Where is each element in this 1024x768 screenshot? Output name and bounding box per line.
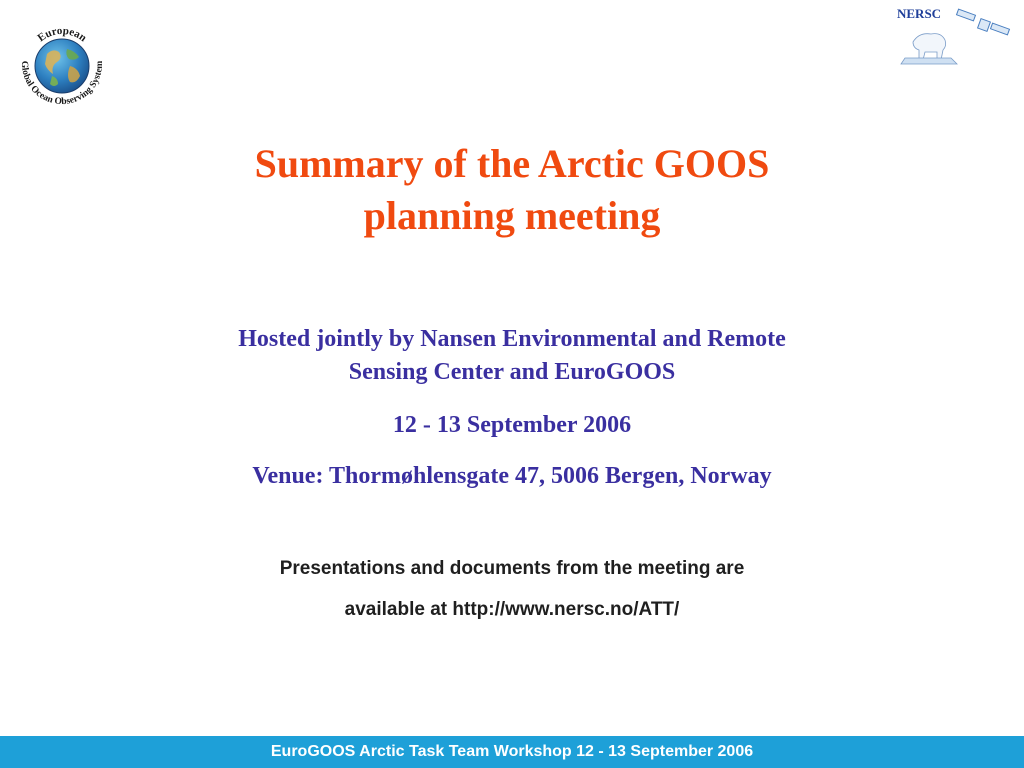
meeting-dates: 12 - 13 September 2006 — [392, 412, 632, 438]
slide-title-line-2: planning meeting — [363, 193, 661, 238]
satellite-icon — [957, 9, 1010, 35]
hosted-text-line-1: Hosted jointly by Nansen Environmental and Remote — [238, 326, 786, 352]
eurogoos-logo-bottom-text: Global Ocean Observing System — [18, 60, 106, 108]
hosted-text-line-2: Sensing Center and EuroGOOS — [348, 359, 676, 385]
nersc-logo — [893, 2, 1013, 68]
meeting-venue: Venue: Thormøhlensgate 47, 5006 Bergen, Norway — [252, 463, 772, 489]
slide-title — [112, 138, 912, 242]
presentations-note-line-2: available at http://www.nersc.no/ATT/ — [344, 599, 680, 620]
presentations-note — [112, 548, 912, 630]
eurogoos-logo — [12, 14, 112, 114]
slide-title-line-1: Summary of the Arctic GOOS — [254, 141, 770, 186]
hosted-text — [112, 323, 912, 389]
eurogoos-logo-top-text: European — [35, 24, 89, 45]
polar-bear-icon — [901, 34, 957, 64]
nersc-logo-text: NERSC — [897, 6, 942, 21]
presentations-note-line-1: Presentations and documents from the meeting are — [279, 558, 745, 579]
footer-bar: EuroGOOS Arctic Task Team Workshop 12 - 13 September 2006 — [0, 736, 1024, 768]
